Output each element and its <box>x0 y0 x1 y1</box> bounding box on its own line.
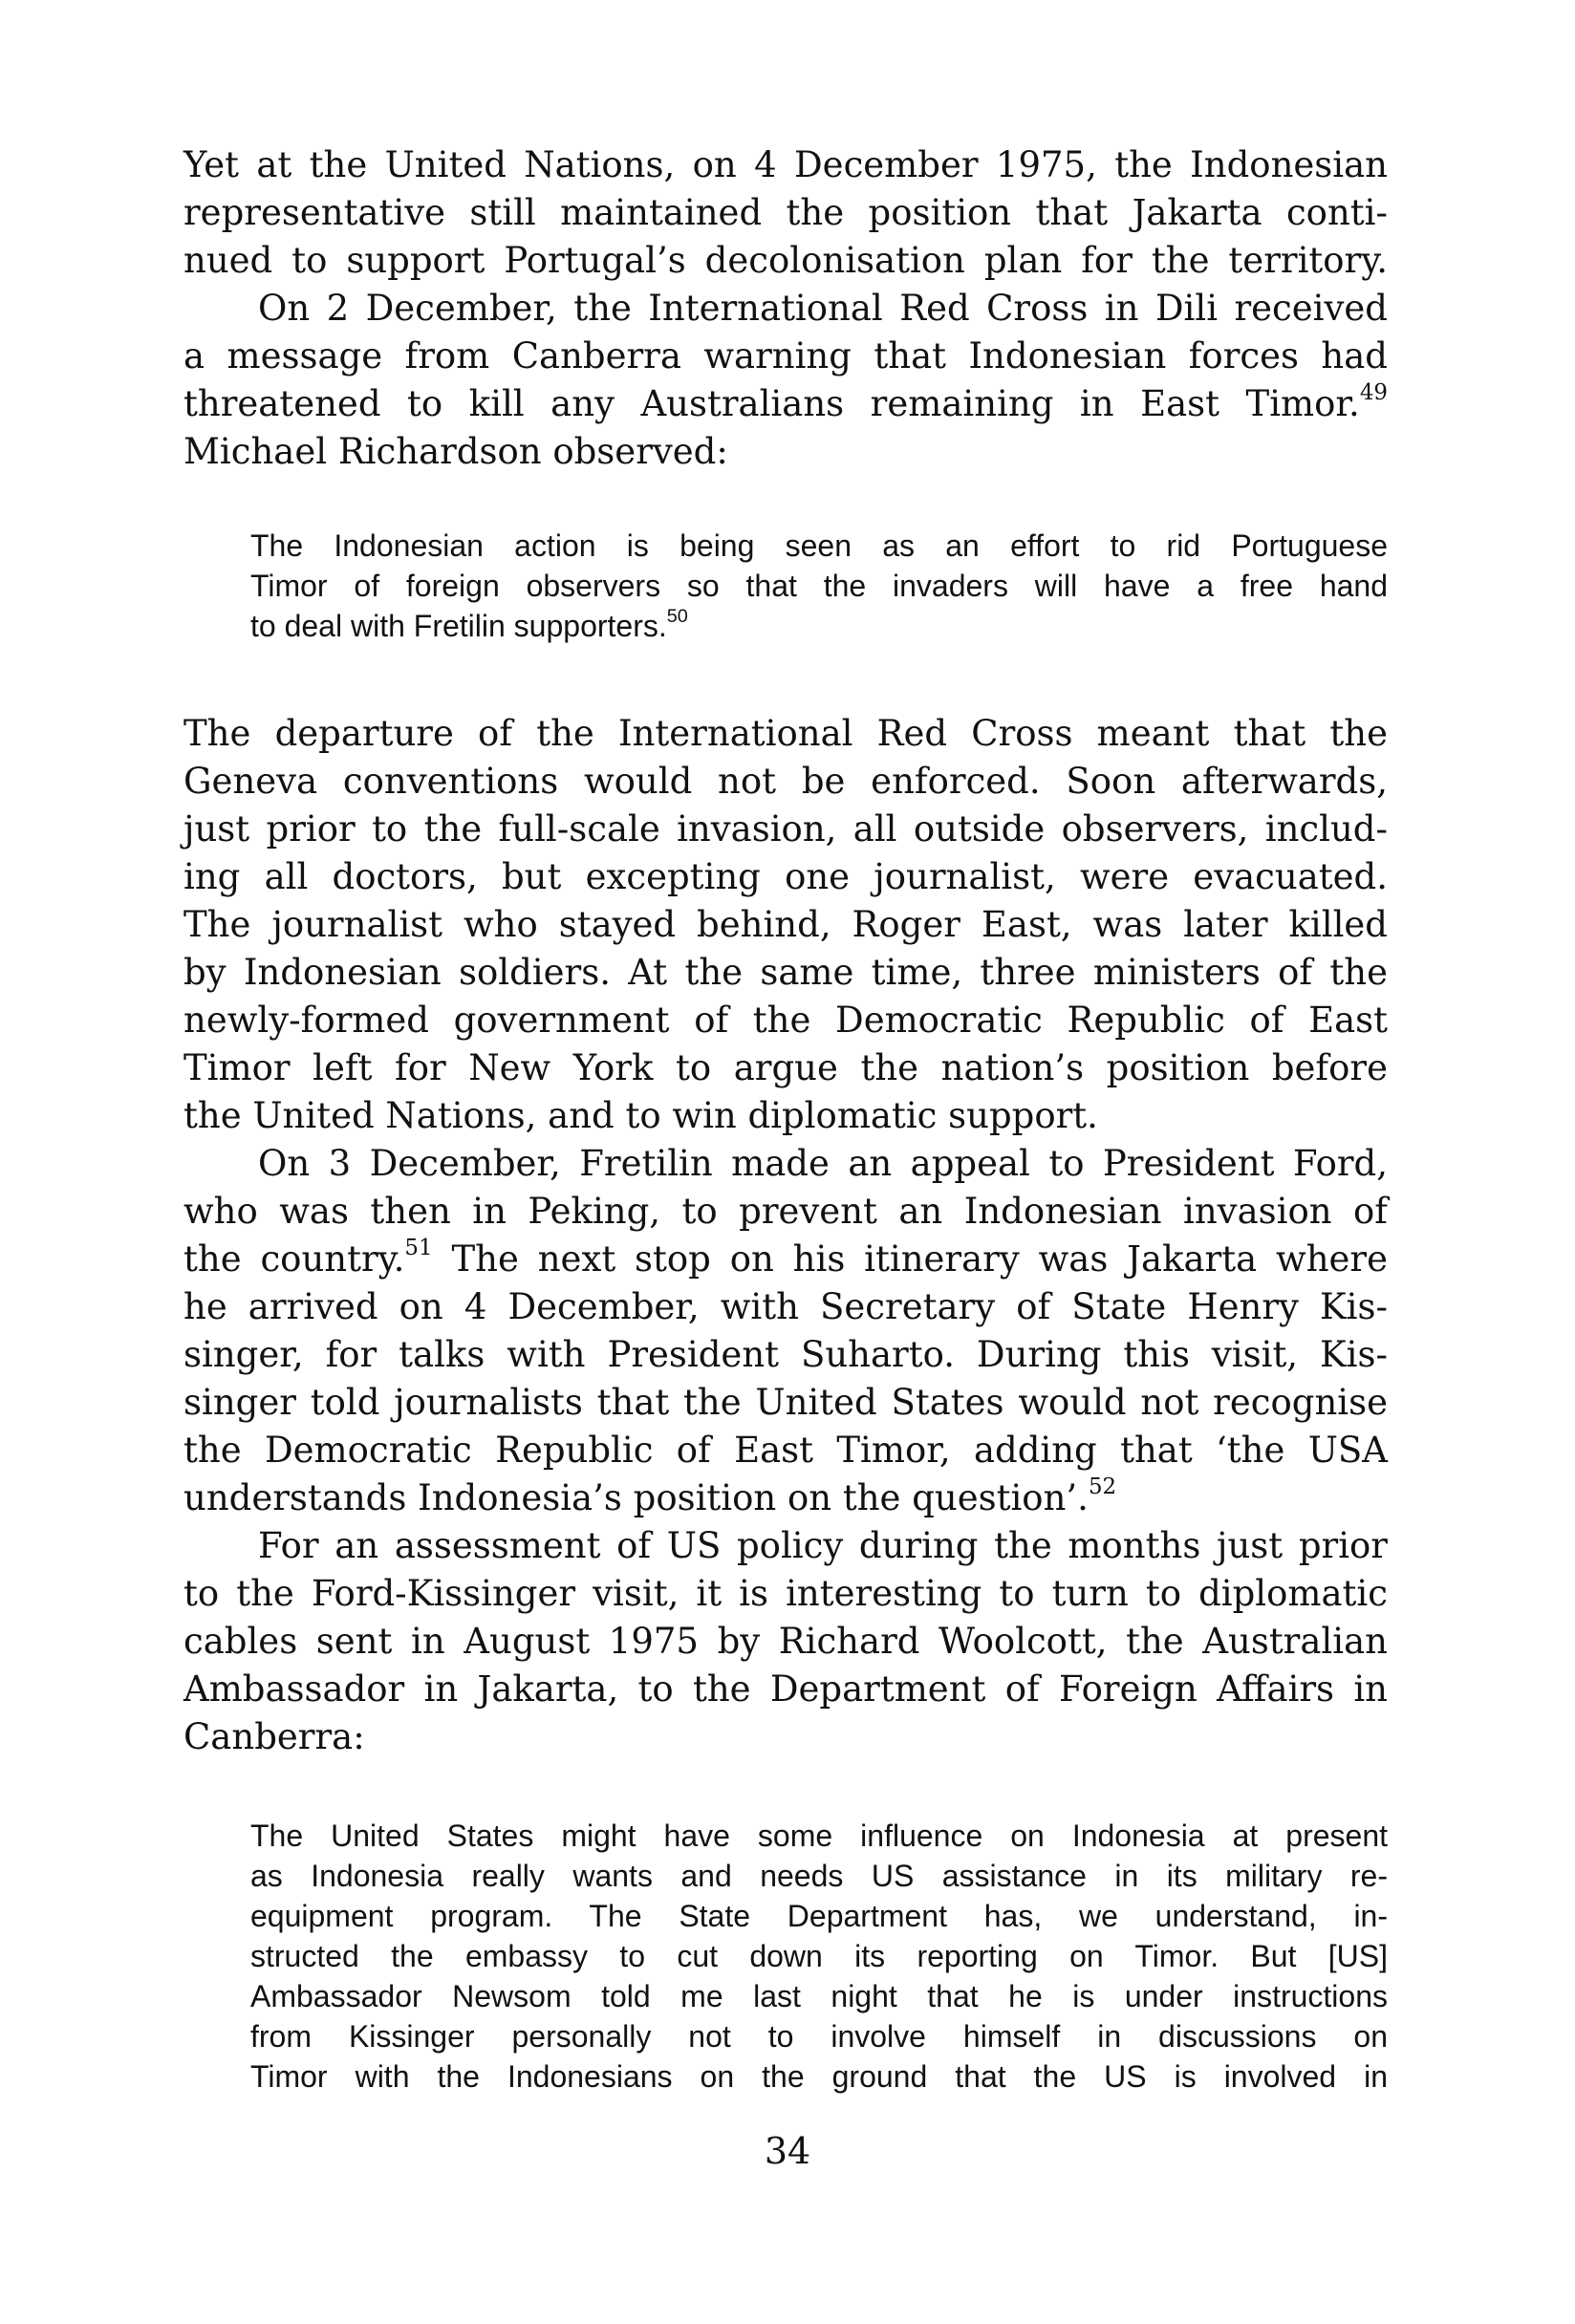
paragraph-2-line-3 <box>183 380 1388 428</box>
paragraph-5-line-3: cables sent in August 1975 by Richard Woolcott, the Australian <box>183 1621 1388 1662</box>
paragraph-4-line-8 <box>183 1474 1388 1522</box>
paragraph-5-line-5: Canberra: <box>183 1716 365 1757</box>
footnote-ref-49: 49 <box>1359 379 1388 405</box>
paragraph-3-line-1: The departure of the International Red Cross meant that the <box>183 713 1388 754</box>
quote-2-line-2: as Indonesia really wants and needs US assistance in its military re- <box>250 1859 1388 1893</box>
footnote-ref-50: 50 <box>666 606 688 628</box>
paragraph-2-line-1: On 2 December, the International Red Cross in Dili received <box>258 288 1388 329</box>
paragraph-4-line-1: On 3 December, Fretilin made an appeal to President Ford, <box>258 1143 1388 1184</box>
paragraph-4-line-3-text-b: The next stop on his itinerary was Jakarta where <box>451 1238 1389 1280</box>
paragraph-1-line-2: representative still maintained the position that Jakarta conti- <box>183 192 1388 233</box>
footnote-ref-52: 52 <box>1088 1474 1117 1499</box>
paragraph-2-line-4: Michael Richardson observed: <box>183 431 728 472</box>
paragraph-4-line-6: singer told journalists that the United States would not recognise <box>183 1382 1388 1423</box>
quote-1-line-1: The Indonesian action is being seen as an effort to rid Portuguese <box>250 528 1388 563</box>
quote-2-line-1: The United States might have some influence on Indonesia at present <box>250 1818 1388 1853</box>
paragraph-4-line-8-text: understands Indonesia’s position on the question’. <box>183 1477 1089 1518</box>
paragraph-1-line-1: Yet at the United Nations, on 4 December 1975, the Indonesian <box>183 144 1388 185</box>
page-number: 34 <box>764 2130 811 2172</box>
paragraph-3-line-2: Geneva conventions would not be enforced. Soon afterwards, <box>183 761 1388 802</box>
quote-2-line-7: Timor with the Indonesians on the ground that the US is involved in <box>250 2059 1388 2094</box>
quote-1-line-2: Timor of foreign observers so that the invaders will have a free hand <box>250 569 1388 603</box>
paragraph-5-line-1: For an assessment of US policy during the months just prior <box>258 1525 1388 1566</box>
paragraph-4-line-7: the Democratic Republic of East Timor, adding that ‘the USA <box>183 1430 1388 1471</box>
paragraph-2-line-3-text: threatened to kill any Australians remaining in East Timor. <box>183 383 1360 424</box>
quote-1-line-3 <box>250 606 1388 646</box>
paragraph-4-line-3 <box>183 1236 1388 1283</box>
paragraph-2-line-2: a message from Canberra warning that Indonesian forces had <box>183 335 1388 377</box>
paragraph-3-line-9: the United Nations, and to win diplomatic support. <box>183 1095 1098 1136</box>
paragraph-3-line-3: just prior to the full-scale invasion, all outside observers, includ- <box>183 808 1388 850</box>
paragraph-3-line-5: The journalist who stayed behind, Roger East, was later killed <box>183 904 1388 945</box>
paragraph-5-line-4: Ambassador in Jakarta, to the Department of Foreign Affairs in <box>183 1668 1388 1710</box>
quote-2-line-3: equipment program. The State Department has, we understand, in- <box>250 1899 1388 1933</box>
quote-2-line-5: Ambassador Newsom told me last night that he is under instructions <box>250 1979 1388 2013</box>
paragraph-4-line-4: he arrived on 4 December, with Secretary of State Henry Kis- <box>183 1286 1388 1327</box>
quote-1-line-3-text: to deal with Fretilin supporters. <box>250 609 667 643</box>
quote-2-line-4: structed the embassy to cut down its reporting on Timor. But [US] <box>250 1939 1388 1973</box>
quote-2-line-6: from Kissinger personally not to involve himself in discussions on <box>250 2019 1388 2054</box>
paragraph-3-line-8: Timor left for New York to argue the nation’s position before <box>183 1047 1388 1088</box>
paragraph-3-line-6: by Indonesian soldiers. At the same time, three ministers of the <box>183 952 1388 993</box>
paragraph-5-line-2: to the Ford-Kissinger visit, it is interesting to turn to diplomatic <box>183 1573 1388 1614</box>
paragraph-4-line-5: singer, for talks with President Suharto. During this visit, Kis- <box>183 1334 1388 1375</box>
paragraph-3-line-7: newly-formed government of the Democratic Republic of East <box>183 1000 1388 1041</box>
footnote-ref-51: 51 <box>404 1235 433 1260</box>
paragraph-4-line-2: who was then in Peking, to prevent an Indonesian invasion of <box>183 1191 1388 1232</box>
paragraph-1-line-3: nued to support Portugal’s decolonisation plan for the territory. <box>183 240 1388 281</box>
paragraph-3-line-4: ing all doctors, but excepting one journalist, were evacuated. <box>183 856 1388 897</box>
paragraph-4-line-3-text-a: the country. <box>183 1238 405 1280</box>
